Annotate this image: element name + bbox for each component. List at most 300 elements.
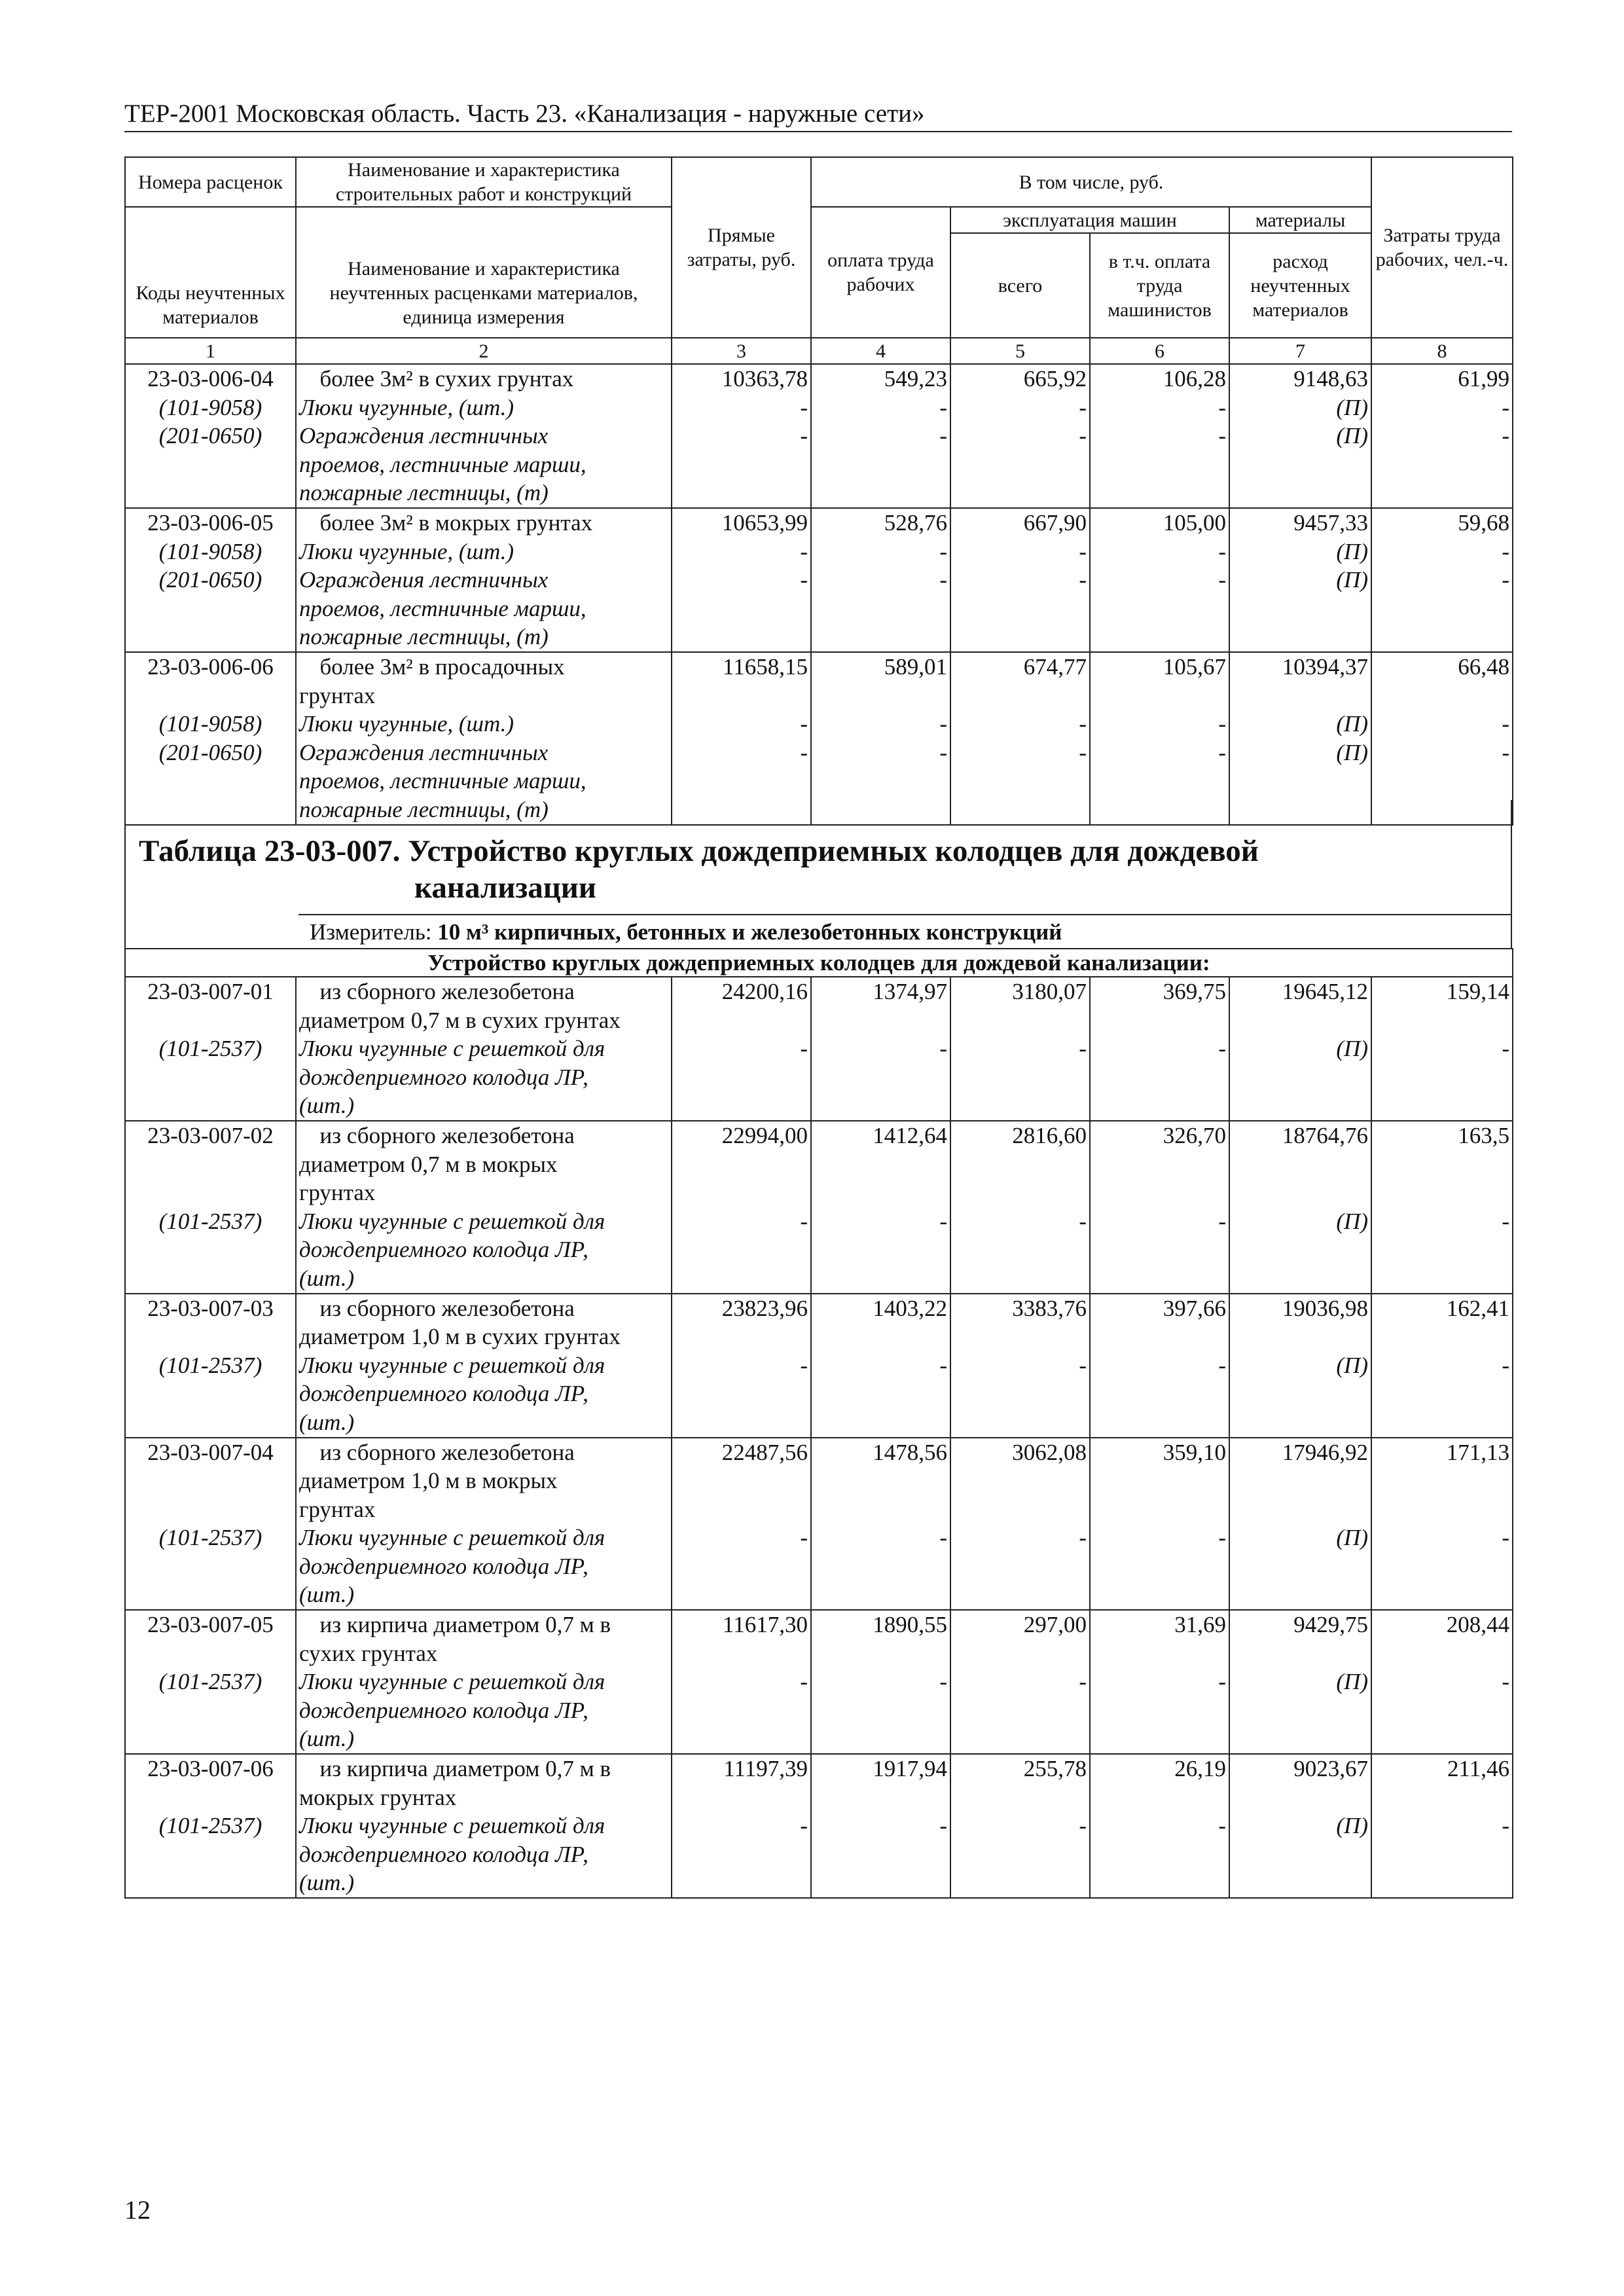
material-description: Люки чугунные с решеткой для: [299, 1525, 605, 1551]
spacer: [954, 1724, 1087, 1753]
spacer: [675, 1178, 808, 1207]
spacer: [1375, 1724, 1509, 1753]
spacer: [1375, 1552, 1509, 1581]
col-number: 8: [1371, 338, 1513, 364]
spacer: [128, 1639, 293, 1668]
rate-code-cell: [125, 1294, 296, 1438]
spacer: [1093, 767, 1226, 795]
rate-code-cell: [125, 508, 296, 652]
spacer: [675, 1696, 808, 1725]
rate-description-cell: [296, 1121, 672, 1294]
spacer: [1375, 1639, 1509, 1668]
spacer: [1233, 1639, 1368, 1668]
material-value: -: [1079, 567, 1087, 593]
spacer: [1233, 1467, 1368, 1495]
spacer: [1093, 479, 1226, 507]
spacer: [1093, 450, 1226, 479]
material-value: -: [800, 423, 808, 449]
spacer: [675, 1322, 808, 1351]
material-description: (шт.): [299, 1870, 355, 1896]
material-value: -: [1502, 1208, 1509, 1234]
spacer: [954, 1379, 1087, 1408]
rate-value: 23823,96: [721, 1295, 808, 1321]
section-unit: [310, 918, 1062, 946]
rate-value: 326,70: [1163, 1122, 1226, 1148]
spacer: [814, 1580, 947, 1609]
spacer: [1093, 1783, 1226, 1812]
header-operator-pay: в т.ч. оплата труда машинистов: [1090, 233, 1229, 338]
material-description: проемов, лестничные марши,: [299, 768, 586, 794]
value-cell: [1090, 1294, 1229, 1438]
rate-code: 23-03-006-04: [147, 366, 274, 392]
material-value: (П): [1336, 1525, 1368, 1551]
material-code: (101-2537): [158, 1813, 262, 1839]
material-description: Люки чугунные с решеткой для: [299, 1036, 605, 1062]
rates-table-006: [124, 156, 1513, 826]
spacer: [1375, 1696, 1509, 1725]
spacer: [128, 1580, 293, 1609]
spacer: [954, 479, 1087, 507]
material-description: Люки чугунные с решеткой для: [299, 1669, 605, 1695]
rate-value: 369,75: [1163, 979, 1226, 1004]
value-cell: [1090, 1121, 1229, 1294]
section-subheading: Устройство круглых дождеприемных колодцев для дождевой канализации:: [125, 949, 1513, 977]
spacer: [954, 594, 1087, 623]
material-value: -: [1218, 739, 1226, 765]
material-description: проемов, лестничные марши,: [299, 451, 586, 477]
rate-value: 22487,56: [721, 1439, 808, 1465]
material-description: (шт.): [299, 1409, 355, 1435]
work-description: диаметром 1,0 м в сухих грунтах: [299, 1324, 621, 1350]
material-value: -: [1079, 394, 1087, 420]
spacer: [814, 1006, 947, 1035]
rate-code-cell: [125, 652, 296, 825]
rate-description-cell: [296, 364, 672, 508]
material-value: -: [939, 1036, 947, 1062]
spacer: [814, 594, 947, 623]
spacer: [1375, 1467, 1509, 1495]
work-description: диаметром 0,7 м в сухих грунтах: [299, 1007, 621, 1033]
material-code: (201-0650): [158, 739, 262, 765]
value-cell: [811, 977, 950, 1121]
material-value: -: [1218, 394, 1226, 420]
rate-value: 105,67: [1163, 653, 1226, 680]
material-value: -: [800, 1669, 808, 1695]
material-value: -: [1079, 538, 1087, 564]
value-cell: [950, 1438, 1090, 1611]
value-cell: [950, 1121, 1090, 1294]
rate-value: 9457,33: [1293, 509, 1368, 536]
header-worker-pay: оплата труда рабочих: [811, 207, 950, 338]
spacer: [1093, 1235, 1226, 1264]
spacer: [1233, 479, 1368, 507]
material-value: (П): [1336, 1352, 1368, 1378]
material-value: -: [1218, 538, 1226, 564]
material-value: -: [800, 538, 808, 564]
spacer: [128, 1552, 293, 1581]
spacer: [954, 1264, 1087, 1293]
work-description: мокрых грунтах: [299, 1784, 457, 1810]
spacer: [1375, 623, 1509, 651]
rate-value: 589,01: [884, 653, 947, 680]
spacer: [675, 1150, 808, 1179]
work-description: из кирпича диаметром 0,7 м в: [319, 1612, 611, 1638]
rate-row: [125, 364, 1513, 508]
spacer: [1375, 594, 1509, 623]
value-cell: [950, 977, 1090, 1121]
material-value: -: [939, 1525, 947, 1551]
material-value: -: [1079, 1813, 1087, 1839]
material-value: -: [1502, 567, 1509, 593]
spacer: [954, 1408, 1087, 1437]
spacer: [1233, 1178, 1368, 1207]
material-value: -: [1502, 394, 1509, 420]
rate-value: 61,99: [1458, 366, 1509, 392]
value-cell: [1090, 1438, 1229, 1611]
material-value: -: [800, 1036, 808, 1062]
work-description: диаметром 1,0 м в мокрых: [299, 1468, 558, 1494]
rate-row: [125, 1294, 1513, 1438]
spacer: [954, 1580, 1087, 1609]
spacer: [1093, 1639, 1226, 1668]
value-cell: [672, 1438, 811, 1611]
spacer: [675, 1840, 808, 1869]
material-code: (101-2537): [158, 1208, 262, 1234]
spacer: [1233, 450, 1368, 479]
material-description: Ограждения лестничных: [299, 423, 549, 449]
material-value: (П): [1336, 1036, 1368, 1062]
rate-value: 22994,00: [721, 1122, 808, 1148]
rate-code: 23-03-007-05: [147, 1612, 274, 1638]
material-value: -: [939, 567, 947, 593]
spacer: [128, 1408, 293, 1437]
page-number: 12: [124, 2195, 151, 2225]
value-cell: [672, 508, 811, 652]
material-value: -: [939, 1208, 947, 1234]
rate-value: 1403,22: [873, 1295, 947, 1321]
spacer: [954, 1639, 1087, 1668]
value-cell: [1229, 652, 1371, 825]
material-description: дождеприемного колодца ЛР,: [299, 1381, 588, 1407]
rate-value: 171,13: [1446, 1439, 1509, 1465]
spacer: [1233, 1063, 1368, 1092]
material-value: -: [1079, 1208, 1087, 1234]
work-description: более 3м² в просадочных: [319, 653, 565, 680]
spacer: [1093, 1150, 1226, 1179]
spacer: [814, 1495, 947, 1524]
spacer: [128, 1868, 293, 1897]
spacer: [1375, 1091, 1509, 1120]
spacer: [814, 1264, 947, 1293]
value-cell: [950, 1754, 1090, 1898]
rate-value: 2816,60: [1012, 1122, 1087, 1148]
spacer: [675, 1091, 808, 1120]
spacer: [1093, 1552, 1226, 1581]
rate-value: 255,78: [1023, 1756, 1087, 1782]
value-cell: [672, 1754, 811, 1898]
spacer: [1375, 1580, 1509, 1609]
spacer: [1233, 1840, 1368, 1869]
value-cell: [1229, 1610, 1371, 1754]
value-cell: [950, 364, 1090, 508]
rate-value: 665,92: [1023, 366, 1087, 392]
value-cell: [1229, 1754, 1371, 1898]
spacer: [1375, 1150, 1509, 1179]
spacer: [1375, 1495, 1509, 1524]
spacer: [675, 1408, 808, 1437]
spacer: [954, 767, 1087, 795]
spacer: [1233, 1696, 1368, 1725]
value-cell: [1371, 1610, 1513, 1754]
rate-row: [125, 1754, 1513, 1898]
spacer: [1375, 1063, 1509, 1092]
rate-code: 23-03-007-04: [147, 1439, 274, 1465]
spacer: [814, 1408, 947, 1437]
spacer: [128, 1379, 293, 1408]
spacer: [1233, 1724, 1368, 1753]
spacer: [814, 1178, 947, 1207]
work-description: грунтах: [299, 1496, 376, 1522]
rate-value: 26,19: [1174, 1756, 1226, 1782]
rate-value: 211,46: [1447, 1756, 1509, 1782]
rate-value: 105,00: [1163, 509, 1226, 536]
material-value: -: [1502, 1352, 1509, 1378]
work-description: более 3м² в мокрых грунтах: [319, 509, 593, 536]
header-material-names: Наименование и характеристика неучтенных расценками материалов, единица измерения: [296, 207, 672, 338]
spacer: [128, 1467, 293, 1495]
material-description: Ограждения лестничных: [299, 567, 549, 593]
material-value: -: [800, 711, 808, 737]
rate-row: [125, 508, 1513, 652]
spacer: [954, 1696, 1087, 1725]
value-cell: [1371, 977, 1513, 1121]
material-value: -: [1218, 1669, 1226, 1695]
spacer: [128, 1724, 293, 1753]
material-value: (П): [1336, 711, 1368, 737]
header-including: В том числе, руб.: [811, 157, 1371, 207]
value-cell: [950, 1294, 1090, 1438]
spacer: [954, 1783, 1087, 1812]
spacer: [1233, 1868, 1368, 1897]
spacer: [675, 1868, 808, 1897]
rate-value: 674,77: [1023, 653, 1087, 680]
rate-value: 17946,92: [1282, 1439, 1368, 1465]
spacer: [954, 1235, 1087, 1264]
spacer: [1233, 1408, 1368, 1437]
rate-value: 9023,67: [1293, 1756, 1368, 1782]
spacer: [128, 1783, 293, 1812]
spacer: [675, 623, 808, 651]
material-description: дождеприемного колодца ЛР,: [299, 1697, 588, 1723]
rate-value: 528,76: [884, 509, 947, 536]
spacer: [128, 1840, 293, 1869]
material-code: (201-0650): [158, 423, 262, 449]
spacer: [1233, 623, 1368, 651]
value-cell: [672, 1121, 811, 1294]
spacer: [1233, 682, 1368, 710]
col-number: 1: [125, 338, 296, 364]
value-cell: [1371, 1294, 1513, 1438]
section-title-line1: Таблица 23-03-007. Устройство круглых дождеприемных колодцев для дождевой: [139, 834, 1259, 868]
spacer: [954, 1006, 1087, 1035]
value-cell: [1090, 508, 1229, 652]
col-number: 4: [811, 338, 950, 364]
spacer: [1093, 1408, 1226, 1437]
rate-value: 10394,37: [1282, 653, 1368, 680]
material-value: (П): [1336, 1813, 1368, 1839]
header-labor-costs: Затраты труда рабочих, чел.-ч.: [1371, 157, 1513, 338]
col-number: 3: [672, 338, 811, 364]
rate-value: 397,66: [1163, 1295, 1226, 1321]
spacer: [1093, 1063, 1226, 1092]
value-cell: [811, 508, 950, 652]
spacer: [1233, 1150, 1368, 1179]
material-value: (П): [1336, 1208, 1368, 1234]
material-description: (шт.): [299, 1726, 355, 1752]
rate-code-cell: [125, 364, 296, 508]
spacer: [128, 1696, 293, 1725]
spacer: [814, 1639, 947, 1668]
rate-row: [125, 1121, 1513, 1294]
spacer: [1375, 1235, 1509, 1264]
spacer: [128, 479, 293, 507]
material-value: (П): [1336, 739, 1368, 765]
unit-rule: [298, 914, 1512, 915]
spacer: [954, 1840, 1087, 1869]
spacer: [1233, 1235, 1368, 1264]
spacer: [814, 1091, 947, 1120]
spacer: [675, 1467, 808, 1495]
spacer: [128, 1006, 293, 1035]
material-value: -: [1502, 739, 1509, 765]
material-value: -: [800, 567, 808, 593]
rate-value: 18764,76: [1282, 1122, 1368, 1148]
rate-value: 1412,64: [873, 1122, 947, 1148]
section-title: [139, 833, 1382, 906]
spacer: [675, 682, 808, 710]
spacer: [675, 594, 808, 623]
spacer: [954, 1178, 1087, 1207]
spacer: [1375, 479, 1509, 507]
work-description: грунтах: [299, 682, 376, 708]
spacer: [675, 1495, 808, 1524]
material-value: -: [1079, 1036, 1087, 1062]
rate-value: 1374,97: [873, 979, 947, 1004]
rate-value: 1917,94: [873, 1756, 947, 1782]
rate-description-cell: [296, 1610, 672, 1754]
spacer: [1375, 1868, 1509, 1897]
value-cell: [1229, 508, 1371, 652]
spacer: [1375, 767, 1509, 795]
spacer: [675, 1063, 808, 1092]
spacer: [814, 1235, 947, 1264]
spacer: [1375, 1408, 1509, 1437]
value-cell: [1229, 1438, 1371, 1611]
material-description: Люки чугунные, (шт.): [299, 538, 514, 564]
spacer: [675, 1552, 808, 1581]
spacer: [1233, 1552, 1368, 1581]
rate-code-cell: [125, 977, 296, 1121]
rate-value: 10363,78: [721, 366, 808, 392]
spacer: [1093, 1467, 1226, 1495]
rate-value: 208,44: [1446, 1612, 1509, 1638]
material-value: -: [1502, 423, 1509, 449]
value-cell: [1090, 1610, 1229, 1754]
material-value: -: [1218, 1036, 1226, 1062]
material-description: Люки чугунные, (шт.): [299, 394, 514, 420]
spacer: [954, 1868, 1087, 1897]
material-value: -: [1502, 1813, 1509, 1839]
rate-value: 10653,99: [721, 509, 808, 536]
spacer: [1375, 1783, 1509, 1812]
material-description: (шт.): [299, 1265, 355, 1291]
work-description: более 3м² в сухих грунтах: [319, 366, 574, 392]
spacer: [1093, 1006, 1226, 1035]
material-code: (101-2537): [158, 1036, 262, 1062]
page-header: ТЕР-2001 Московская область. Часть 23. «Канализация - наружные сети»: [124, 100, 925, 128]
rate-value: 159,14: [1446, 979, 1509, 1004]
material-value: -: [1502, 538, 1509, 564]
spacer: [1093, 1868, 1226, 1897]
spacer: [814, 767, 947, 795]
spacer: [954, 1322, 1087, 1351]
rate-value: 11617,30: [723, 1612, 808, 1638]
rate-value: 162,41: [1446, 1295, 1509, 1321]
material-value: -: [939, 538, 947, 564]
material-value: -: [800, 1813, 808, 1839]
value-cell: [811, 1754, 950, 1898]
rate-value: 297,00: [1023, 1612, 1087, 1638]
value-cell: [672, 652, 811, 825]
material-code: (101-9058): [158, 394, 262, 420]
spacer: [1233, 1783, 1368, 1812]
material-value: -: [1218, 1813, 1226, 1839]
value-cell: [1090, 1754, 1229, 1898]
material-description: Люки чугунные с решеткой для: [299, 1352, 605, 1378]
spacer: [1233, 1322, 1368, 1351]
material-value: -: [1502, 1525, 1509, 1551]
spacer: [1093, 1322, 1226, 1351]
rate-value: 549,23: [884, 366, 947, 392]
spacer: [675, 767, 808, 795]
rate-value: 59,68: [1458, 509, 1509, 536]
value-cell: [672, 977, 811, 1121]
value-cell: [1371, 1121, 1513, 1294]
spacer: [128, 450, 293, 479]
spacer: [814, 1467, 947, 1495]
rate-value: 11658,15: [723, 653, 808, 680]
rate-description-cell: [296, 1438, 672, 1611]
material-description: пожарные лестницы, (т): [299, 796, 549, 822]
value-cell: [811, 1294, 950, 1438]
material-description: дождеприемного колодца ЛР,: [299, 1553, 588, 1579]
spacer: [954, 1495, 1087, 1524]
rate-code-cell: [125, 1610, 296, 1754]
value-cell: [1371, 508, 1513, 652]
spacer: [1233, 1264, 1368, 1293]
header-rate-number: Номера расценок: [125, 157, 296, 207]
col-number: 5: [950, 338, 1090, 364]
spacer: [128, 682, 293, 710]
unit-value: 10 м³ кирпичных, бетонных и железобетонных конструкций: [437, 919, 1062, 945]
header-direct-costs: Прямые затраты, руб.: [672, 157, 811, 338]
rate-code: 23-03-006-06: [147, 653, 274, 680]
material-value: -: [1218, 711, 1226, 737]
spacer: [1093, 594, 1226, 623]
work-description: из сборного железобетона: [319, 1295, 575, 1321]
spacer: [1093, 682, 1226, 710]
rate-row: [125, 652, 1513, 825]
